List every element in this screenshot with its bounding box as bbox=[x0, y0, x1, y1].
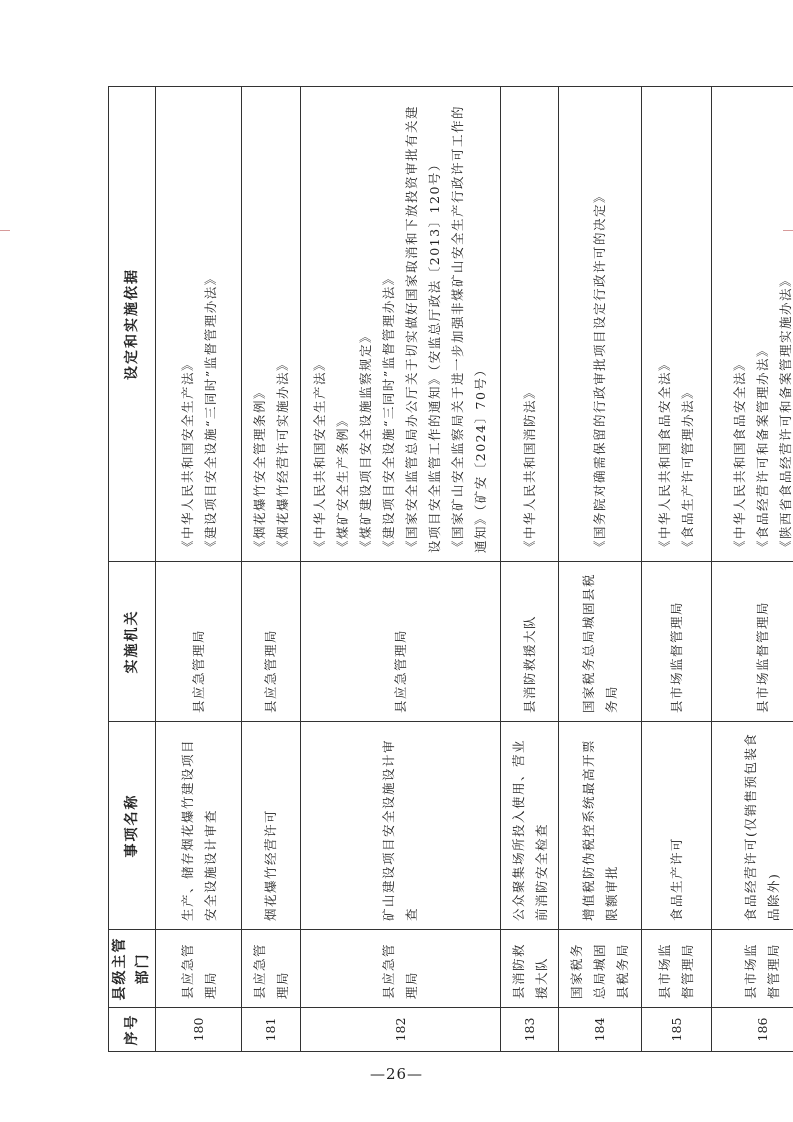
basis-item: 《煤矿建设项目安全设施监察规定》 bbox=[358, 328, 374, 553]
basis-item: 《中华人民共和国安全生产法》 bbox=[312, 356, 328, 553]
basis-item: 《中华人民共和国安全生产法》 bbox=[179, 356, 195, 553]
row-basis bbox=[242, 87, 301, 562]
row-no: 186 bbox=[712, 1008, 793, 1052]
row-basis bbox=[712, 87, 793, 562]
header-dept: 县级主管部门 bbox=[109, 930, 156, 1008]
row-basis bbox=[559, 87, 641, 562]
row-item-name: 生产、储存烟花爆竹建设项目安全设施设计审查 bbox=[156, 722, 242, 930]
row-basis bbox=[500, 87, 559, 562]
table-row bbox=[712, 87, 793, 1052]
permit-table bbox=[108, 86, 793, 1052]
row-dept: 县应急管理局 bbox=[242, 930, 301, 1008]
basis-item: 《国家安全监管总局办公厅关于切实做好国家取消和下放投资审批有关建设项目安全监管工作的通知》（安监总厅政法〔2013〕120号） bbox=[404, 104, 443, 553]
row-item-name: 食品经营许可(仅销售预包装食品除外) bbox=[712, 722, 793, 930]
row-item-name: 公众聚集场所投入使用、营业前消防安全检查 bbox=[500, 722, 559, 930]
row-dept: 县消防救援大队 bbox=[500, 930, 559, 1008]
basis-item: 《建设项目安全设施“三同时”监督管理办法》 bbox=[202, 271, 218, 553]
row-item-name: 增值税防伪税控系统最高开票限额审批 bbox=[559, 722, 641, 930]
row-no: 181 bbox=[242, 1008, 301, 1052]
basis-item: 《建设项目安全设施“三同时”监督管理办法》 bbox=[381, 271, 397, 553]
header-name: 事项名称 bbox=[109, 722, 156, 930]
rotated-table-wrapper bbox=[108, 87, 793, 1052]
row-org: 县应急管理局 bbox=[242, 562, 301, 722]
table-row bbox=[500, 87, 559, 1052]
row-dept: 县应急管理局 bbox=[300, 930, 500, 1008]
row-no: 182 bbox=[300, 1008, 500, 1052]
basis-item: 《烟花爆竹经营许可实施办法》 bbox=[274, 356, 290, 553]
table-row bbox=[242, 87, 301, 1052]
basis-item: 《烟花爆竹安全管理条例》 bbox=[251, 384, 267, 553]
header-org: 实施机关 bbox=[109, 562, 156, 722]
table-row bbox=[300, 87, 500, 1052]
row-org: 国家税务总局城固县税务局 bbox=[559, 562, 641, 722]
row-dept: 县应急管理局 bbox=[156, 930, 242, 1008]
header-no: 序号 bbox=[109, 1008, 156, 1052]
row-org: 县消防救援大队 bbox=[500, 562, 559, 722]
row-org: 县市场监督管理局 bbox=[641, 562, 712, 722]
basis-item: 《陕西省食品经营许可和备案管理实施办法》 bbox=[777, 272, 793, 553]
row-basis bbox=[300, 87, 500, 562]
row-basis bbox=[156, 87, 242, 562]
table-row bbox=[641, 87, 712, 1052]
basis-item: 《中华人民共和国消防法》 bbox=[522, 384, 538, 553]
row-dept: 国家税务总局城固县税务局 bbox=[559, 930, 641, 1008]
basis-item: 《国务院对确需保留的行政审批项目设定行政许可的决定》 bbox=[592, 188, 608, 553]
basis-item: 《煤矿安全生产条例》 bbox=[335, 412, 351, 553]
row-dept: 县市场监督管理局 bbox=[641, 930, 712, 1008]
row-no: 183 bbox=[500, 1008, 559, 1052]
basis-item: 《食品经营许可和备案管理办法》 bbox=[754, 342, 770, 553]
row-no: 185 bbox=[641, 1008, 712, 1052]
basis-item: 《食品生产许可管理办法》 bbox=[680, 384, 696, 553]
row-item-name: 食品生产许可 bbox=[641, 722, 712, 930]
row-no: 184 bbox=[559, 1008, 641, 1052]
margin-tick-right bbox=[783, 230, 793, 231]
page-number: —26— bbox=[369, 1065, 424, 1083]
basis-item: 《中华人民共和国食品安全法》 bbox=[731, 356, 747, 553]
header-basis: 设定和实施依据 bbox=[109, 87, 156, 562]
row-org: 县应急管理局 bbox=[156, 562, 242, 722]
row-item-name: 烟花爆竹经营许可 bbox=[242, 722, 301, 930]
row-org: 县应急管理局 bbox=[300, 562, 500, 722]
row-basis bbox=[641, 87, 712, 562]
table-header-row bbox=[109, 87, 156, 1052]
row-item-name: 矿山建设项目安全设施设计审查 bbox=[300, 722, 500, 930]
basis-item: 《中华人民共和国食品安全法》 bbox=[657, 356, 673, 553]
row-org: 县市场监督管理局 bbox=[712, 562, 793, 722]
basis-item: 《国家矿山安全监察局关于进一步加强非煤矿山安全生产行政许可工作的通知》（矿安〔2024〕70号） bbox=[450, 104, 489, 553]
row-dept: 县市场监督管理局 bbox=[712, 930, 793, 1008]
margin-tick-left bbox=[0, 230, 10, 231]
row-no: 180 bbox=[156, 1008, 242, 1052]
table-row bbox=[559, 87, 641, 1052]
table-row bbox=[156, 87, 242, 1052]
